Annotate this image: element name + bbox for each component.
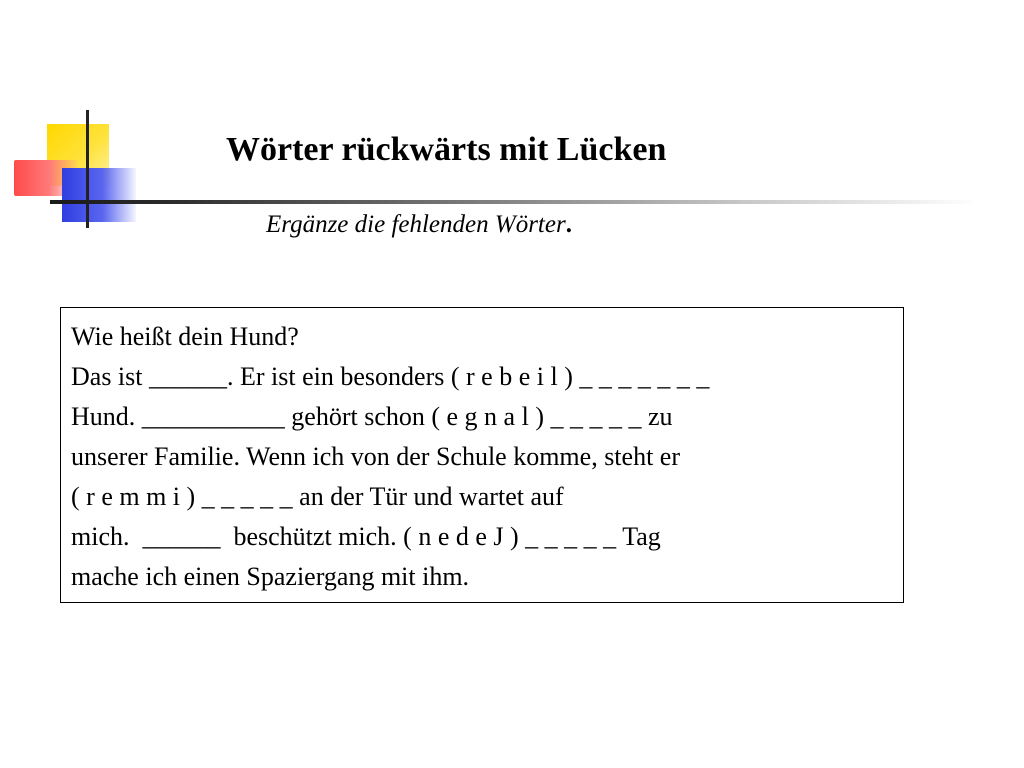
exercise-line: Wie heißt dein Hund? (71, 322, 299, 351)
exercise-line: mich. ______ beschützt mich. ( n e d e J ) _ _ _ _ _ Tag (71, 522, 661, 551)
exercise-line: mache ich einen Spaziergang mit ihm. (71, 562, 470, 591)
exercise-line: Das ist ______. Er ist ein besonders ( r e b e i l ) _ _ _ _ _ _ _ (71, 362, 710, 391)
logo-blue-square (62, 168, 136, 222)
instruction-period: . (565, 211, 572, 238)
exercise-line: unserer Familie. Wenn ich von der Schule komme, steht er (71, 442, 680, 471)
instruction-text: Ergänze die fehlenden Wörter (266, 211, 566, 238)
instruction-subtitle (266, 208, 572, 242)
title-underline (50, 200, 980, 204)
page-title: Wörter rückwärts mit Lücken (226, 131, 667, 168)
exercise-line: Hund. ___________ gehört schon ( e g n a l ) _ _ _ _ _ zu (71, 402, 673, 431)
exercise-line: ( r e m m i ) _ _ _ _ _ an der Tür und wartet auf (71, 482, 564, 511)
exercise-text-box (60, 307, 904, 603)
logo-vertical-line (86, 110, 89, 228)
